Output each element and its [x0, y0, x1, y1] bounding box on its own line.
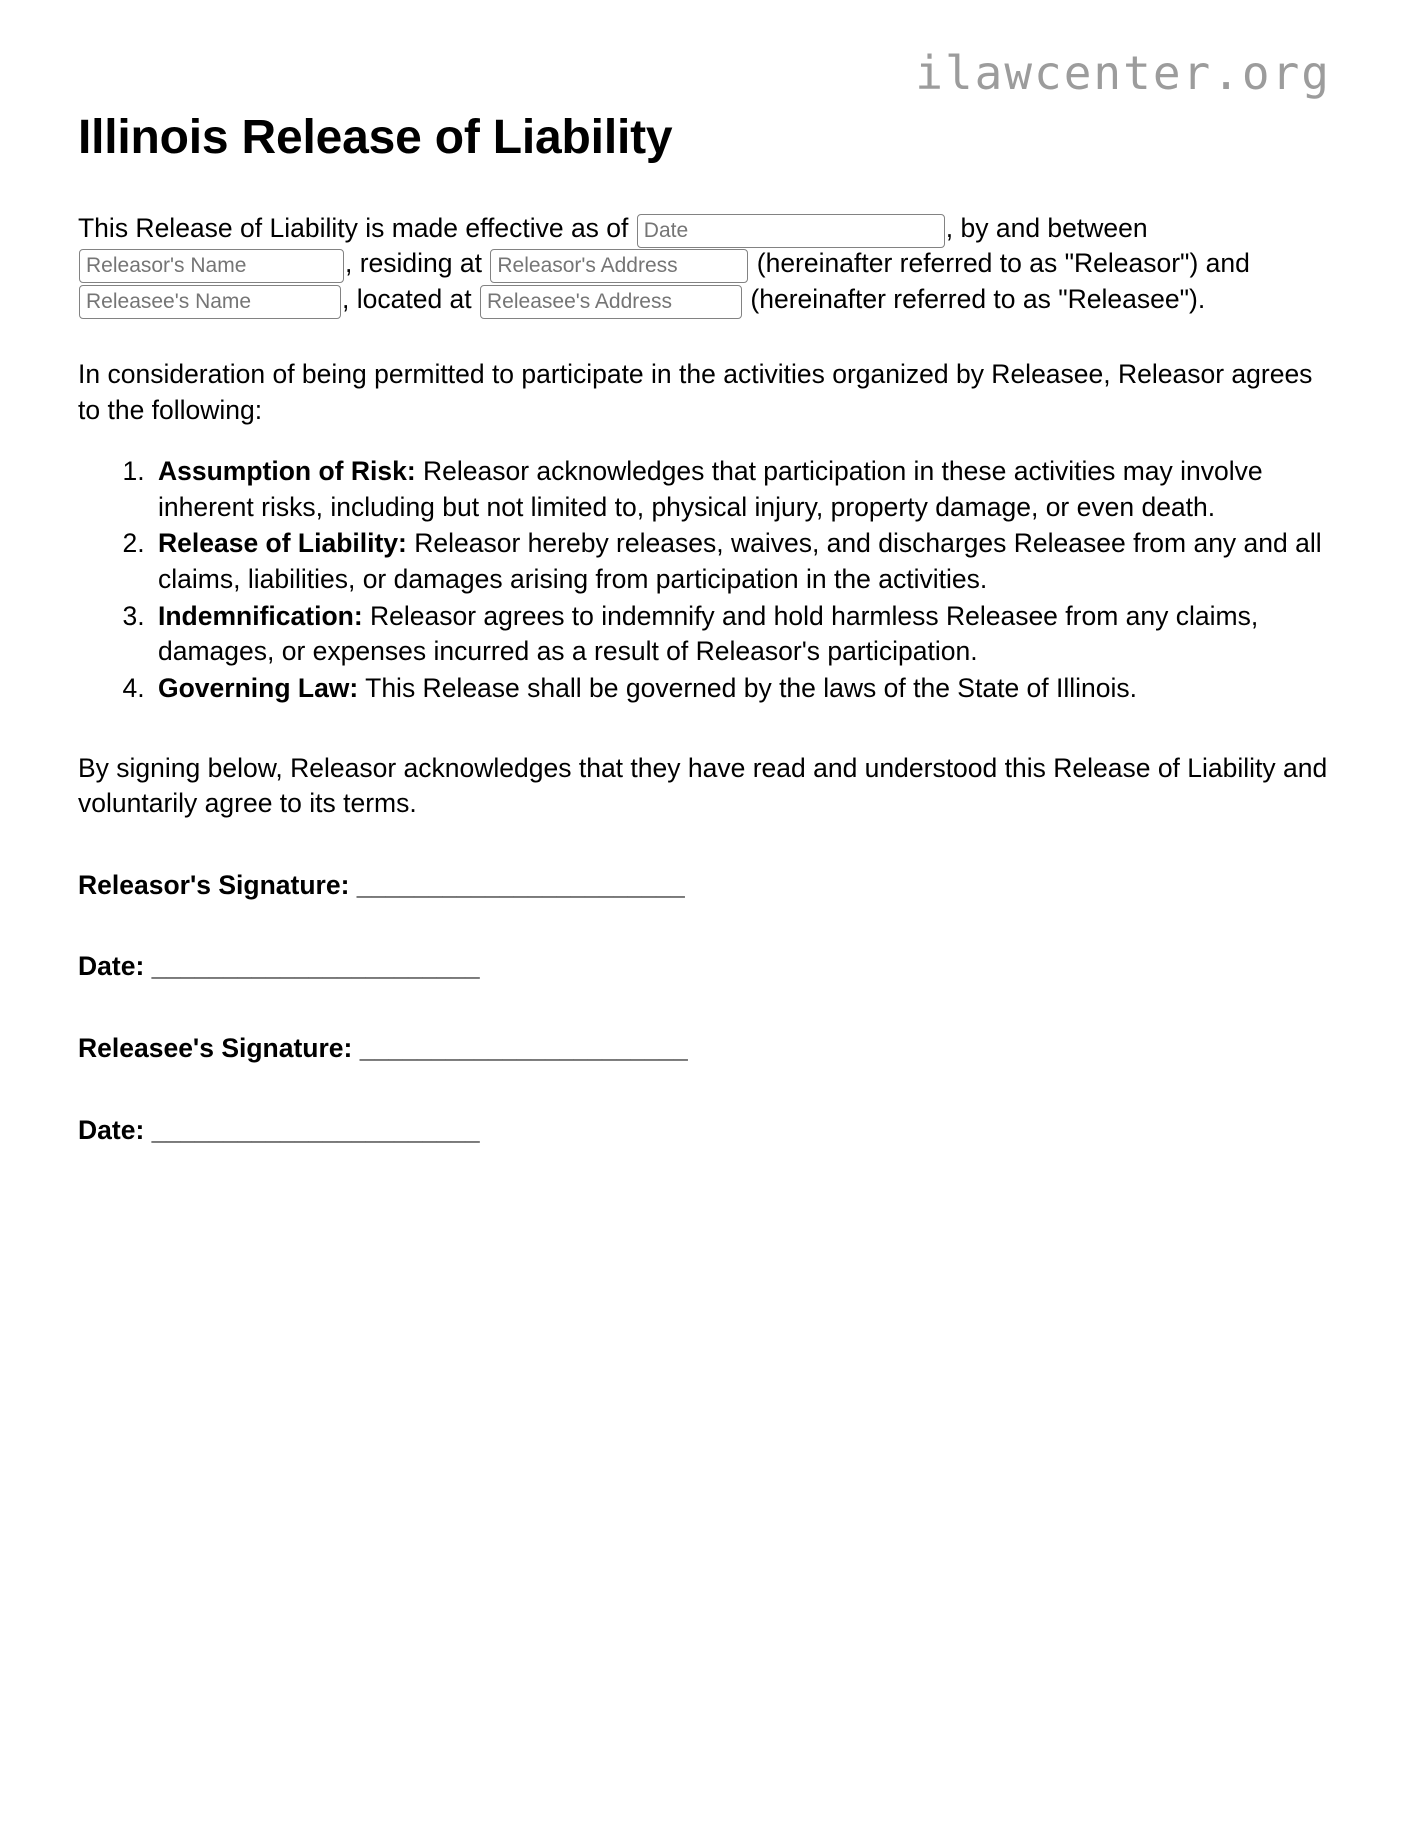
term-text: Releasor acknowledges that participation in these activities may involve inherent risks, including but not limited to, physical injury, property damage, or even death. [158, 456, 1263, 522]
signing-statement-paragraph: By signing below, Releasor acknowledges that they have read and understood this Release of Liability and voluntarily agree to its terms. [78, 752, 1328, 819]
terms-list [78, 454, 1333, 706]
releasee-date-line [78, 1115, 1333, 1147]
intro-segment-4: (hereinafter referred to as "Releasor") and [756, 248, 1250, 279]
term-label: Assumption of Risk: [158, 456, 416, 487]
date-input[interactable] [637, 214, 945, 248]
releasee-date-label: Date: [78, 1115, 152, 1145]
releasor-date-line [78, 951, 1333, 983]
term-text: This Release shall be governed by the laws of the State of Illinois. [358, 672, 1138, 703]
term-text: Releasor agrees to indemnify and hold harmless Releasee from any claims, damages, or expenses incurred as a result of Releasor's participation. [158, 600, 1259, 667]
signature-block [78, 870, 1333, 1147]
releasor-address-input[interactable] [490, 249, 748, 283]
list-item [152, 599, 1333, 670]
consideration-paragraph: In consideration of being permitted to participate in the activities organized by Releasee, Releasor agrees to the following: [78, 359, 1313, 425]
releasee-signature-line [78, 1033, 1333, 1065]
releasor-signature-line [78, 870, 1333, 902]
releasor-date-rule[interactable]: _______________________ [151, 951, 480, 982]
intro-segment-5: , located at [342, 283, 472, 314]
list-item [152, 671, 1333, 707]
term-text: Releasor hereby releases, waives, and discharges Releasee from any and all claims, liabilities, or damages arising from participation in the activities. [158, 528, 1322, 595]
intro-segment-3: , residing at [345, 248, 482, 279]
intro-segment-1: This Release of Liability is made effective as of [78, 212, 629, 243]
intro-segment-6: (hereinafter referred to as "Releasee"). [750, 283, 1206, 314]
releasor-signature-label: Releasor's Signature: [78, 869, 357, 900]
releasor-signature-rule[interactable]: _______________________ [356, 869, 685, 900]
releasee-name-input[interactable] [79, 285, 341, 319]
list-item [152, 454, 1333, 525]
term-label: Indemnification: [158, 600, 363, 631]
releasee-signature-rule[interactable]: _______________________ [359, 1033, 688, 1064]
site-watermark: ilawcenter.org [915, 46, 1331, 100]
term-label: Governing Law: [158, 672, 359, 703]
intro-segment-2: , by and between [945, 212, 1148, 243]
releasee-address-input[interactable] [480, 285, 742, 319]
releasee-signature-label: Releasee's Signature: [78, 1033, 360, 1064]
term-label: Release of Liability: [158, 528, 407, 559]
list-item [152, 526, 1333, 597]
releasee-date-rule[interactable]: _______________________ [151, 1115, 480, 1145]
watermark-row [78, 0, 1333, 100]
page-title: Illinois Release of Liability [78, 111, 673, 164]
intro-paragraph [78, 211, 1333, 318]
releasor-name-input[interactable] [79, 249, 344, 283]
releasor-date-label: Date: [78, 951, 152, 982]
